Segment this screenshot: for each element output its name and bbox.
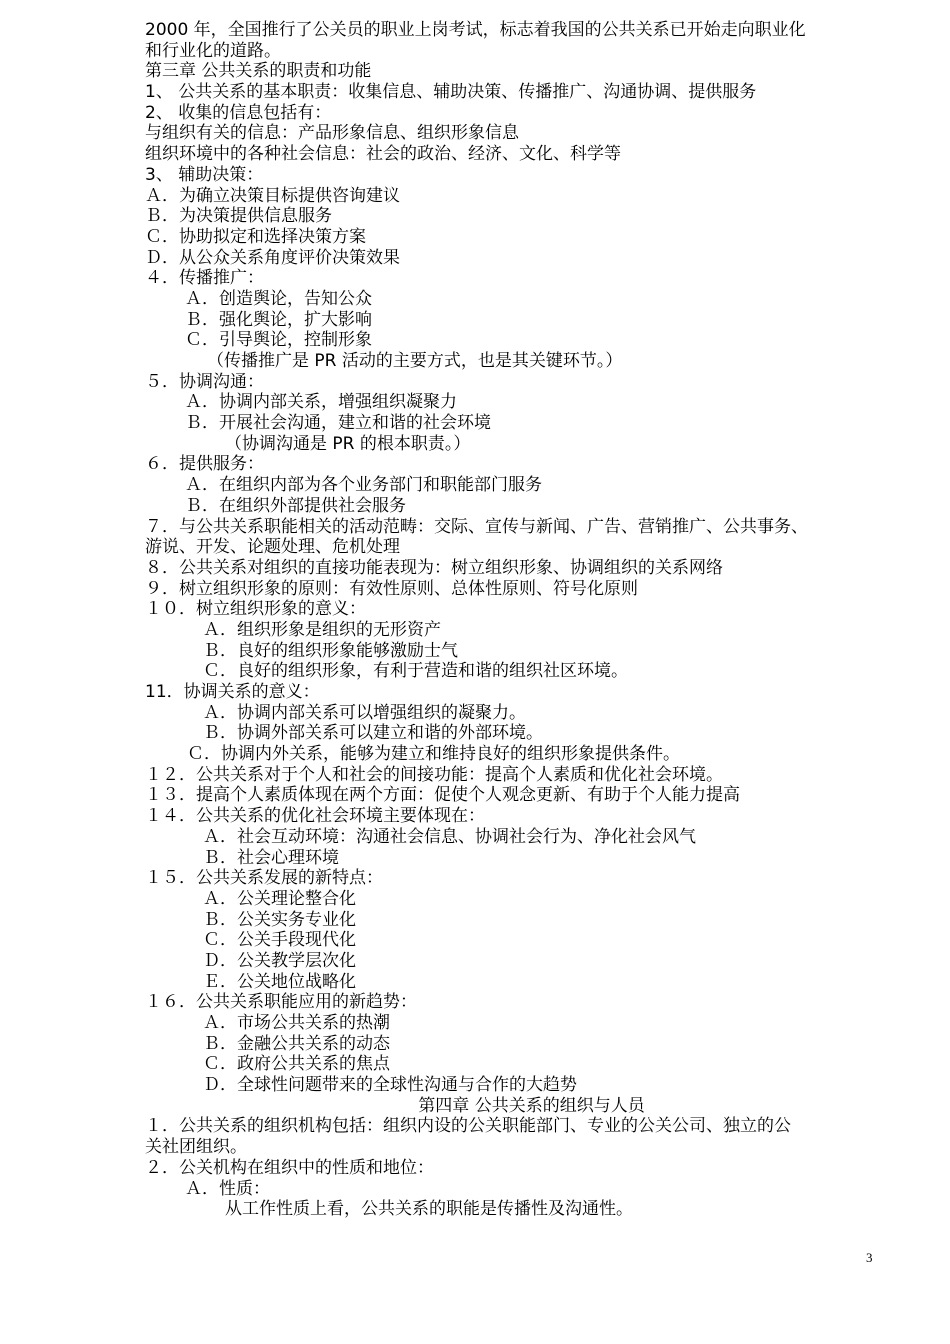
chapter-heading: 第四章 公共关系的组织与人员: [418, 1095, 645, 1116]
list-item: Ｂ．社会心理环境: [203, 847, 339, 868]
list-item: Ａ．市场公共关系的热潮: [203, 1013, 390, 1033]
text-line: ５．协调沟通：: [145, 371, 264, 392]
text-line: ７．与公共关系职能相关的活动范畴：交际、宣传与新闻、广告、营销推广、公共事务、: [145, 516, 808, 537]
list-item: Ｃ．政府公共关系的焦点: [203, 1054, 390, 1075]
list-item: Ｄ．从公众关系角度评价决策效果: [145, 247, 400, 268]
list-item: Ｂ．在组织外部提供社会服务: [185, 495, 406, 516]
text-line: 1、 公共关系的基本职责：收集信息、辅助决策、传播推广、沟通协调、提供服务: [145, 82, 757, 103]
text-line: １４．公共关系的优化社会环境主要体现在：: [145, 806, 485, 827]
list-item: Ｂ．协调外部关系可以建立和谐的外部环境。: [203, 723, 543, 744]
list-item: Ｂ．开展社会沟通，建立和谐的社会环境: [185, 413, 491, 434]
text-line: １６．公共关系职能应用的新趋势：: [145, 992, 417, 1013]
text-line: ８．公共关系对组织的直接功能表现为：树立组织形象、协调组织的关系网络: [145, 557, 723, 578]
list-item: Ａ．协调内部关系可以增强组织的凝聚力。: [203, 702, 526, 723]
text-line: 组织环境中的各种社会信息：社会的政治、经济、文化、科学等: [145, 144, 621, 165]
text-line: ４．传播推广：: [145, 268, 264, 289]
text-line: ２．公关机构在组织中的性质和地位：: [145, 1157, 434, 1178]
text-line: 和行业化的道路。: [145, 40, 281, 61]
text-line: 11．协调关系的意义：: [145, 682, 320, 702]
list-item: Ａ．协调内部关系，增强组织凝聚力: [185, 392, 457, 413]
document-body: [145, 20, 890, 1220]
text-line: ６．提供服务：: [145, 454, 264, 475]
note-line: （传播推广是 PR 活动的主要方式，也是其关键环节。）: [207, 351, 623, 371]
page-number: 3: [866, 1250, 873, 1265]
text-line: 2000 年，全国推行了公关员的职业上岗考试，标志着我国的公共关系已开始走向职业化: [145, 20, 806, 40]
list-item: Ａ．社会互动环境：沟通社会信息、协调社会行为、净化社会风气: [203, 826, 696, 847]
list-item: Ｃ．公关手段现代化: [203, 930, 356, 951]
list-item: Ａ．在组织内部为各个业务部门和职能部门服务: [185, 475, 542, 496]
list-item: Ｂ．良好的组织形象能够激励士气: [203, 640, 458, 661]
list-item: Ａ．组织形象是组织的无形资产: [203, 619, 441, 640]
list-item: Ｂ．公关实务专业化: [203, 909, 356, 930]
list-item: Ｃ．引导舆论，控制形象: [185, 330, 372, 351]
text-line: 关社团组织。: [145, 1137, 247, 1158]
text-line: １２．公共关系对于个人和社会的间接功能：提高个人素质和优化社会环境。: [145, 764, 723, 785]
text-line: １０．树立组织形象的意义：: [145, 599, 366, 620]
note-line: （协调沟通是 PR 的根本职责。）: [225, 433, 471, 454]
text-line: ９．树立组织形象的原则：有效性原则、总体性原则、符号化原则: [145, 578, 638, 599]
text-line: 游说、开发、论题处理、危机处理: [145, 537, 400, 558]
list-item: Ｅ．公关地位战略化: [203, 971, 356, 992]
list-item: Ｂ．为决策提供信息服务: [145, 206, 332, 227]
list-item: Ｂ．强化舆论，扩大影响: [185, 309, 372, 330]
text-line: 3、 辅助决策：: [145, 164, 264, 185]
list-item: Ｃ．协调内外关系，能够为建立和维持良好的组织形象提供条件。: [187, 744, 680, 765]
list-item: Ｄ．全球性问题带来的全球性沟通与合作的大趋势: [203, 1075, 577, 1096]
list-item: Ｃ．良好的组织形象，有利于营造和谐的组织社区环境。: [203, 661, 628, 682]
text-line: １５．公共关系发展的新特点：: [145, 868, 383, 889]
list-item: Ｂ．金融公共关系的动态: [203, 1033, 390, 1054]
text-line: １．公共关系的组织机构包括：组织内设的公关职能部门、专业的公关公司、独立的公: [145, 1116, 791, 1137]
text-line: 2、 收集的信息包括有：: [145, 102, 332, 123]
list-item: Ａ．性质：: [185, 1178, 270, 1199]
chapter-heading: 第三章 公共关系的职责和功能: [145, 61, 372, 82]
list-item: Ｃ．协助拟定和选择决策方案: [145, 226, 366, 247]
list-item: Ａ．创造舆论，告知公众: [185, 288, 372, 309]
list-item: Ｄ．公关教学层次化: [203, 950, 356, 971]
list-item: Ａ．为确立决策目标提供咨询建议: [145, 185, 400, 206]
text-line: 从工作性质上看，公共关系的职能是传播性及沟通性。: [225, 1199, 633, 1220]
text-line: １３．提高个人素质体现在两个方面：促使个人观念更新、有助于个人能力提高: [145, 785, 740, 806]
text-line: 与组织有关的信息：产品形象信息、组织形象信息: [145, 123, 519, 144]
list-item: Ａ．公关理论整合化: [203, 888, 356, 909]
